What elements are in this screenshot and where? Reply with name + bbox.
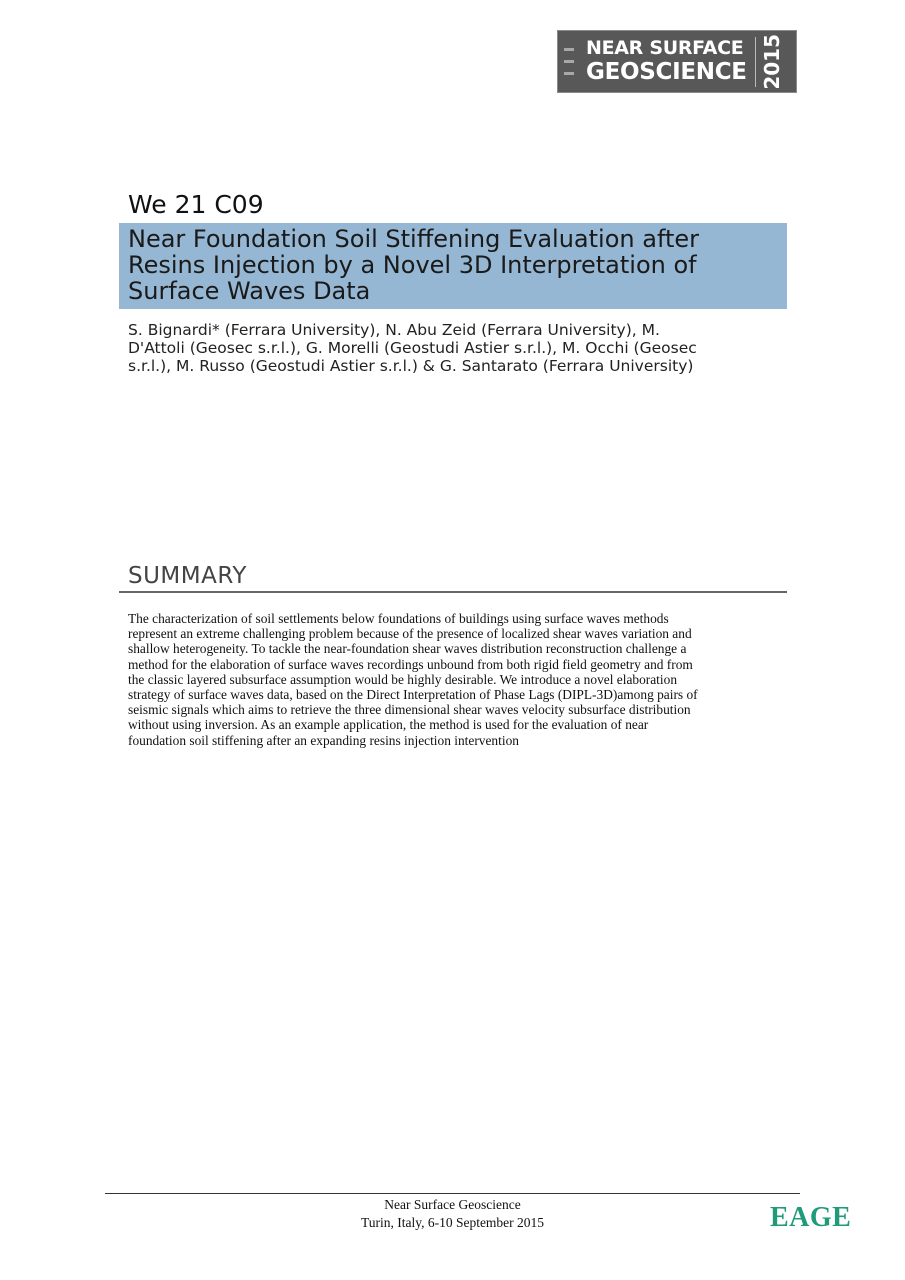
paper-code: We 21 C09 (128, 190, 264, 219)
summary-heading: SUMMARY (128, 563, 247, 589)
summary-line: the classic layered subsurface assumption would be highly desirable. We introduce a novel elaboration (128, 671, 678, 687)
summary-text (128, 611, 788, 748)
eage-logo: EAGE (770, 1202, 852, 1233)
summary-line: foundation soil stiffening after an expanding resins injection intervention (128, 732, 519, 748)
footer (250, 1196, 655, 1232)
logo-line2: GEOSCIENCE (586, 59, 747, 85)
summary-line: shallow heterogeneity. To tackle the near-foundation shear waves distribution reconstruction challenge a (128, 641, 687, 657)
title-line: Near Foundation Soil Stiffening Evaluation after (128, 225, 700, 253)
summary-line: represent an extreme challenging problem because of the presence of localized shear waves variation and (128, 626, 692, 642)
author-line: s.r.l.), M. Russo (Geostudi Astier s.r.l.) & G. Santarato (Ferrara University) (128, 357, 694, 375)
logo-text (586, 39, 747, 84)
logo-line1: NEAR SURFACE (586, 37, 744, 59)
summary-divider (119, 591, 787, 593)
author-line: D'Attoli (Geosec s.r.l.), G. Morelli (Geostudi Astier s.r.l.), M. Occhi (Geosec (128, 339, 697, 357)
author-line: S. Bignardi* (Ferrara University), N. Abu Zeid (Ferrara University), M. (128, 321, 660, 339)
logo-bars-icon (564, 48, 574, 75)
summary-line: The characterization of soil settlements below foundations of buildings using surface waves methods (128, 611, 669, 626)
author-list (128, 321, 778, 375)
conference-logo (557, 30, 797, 93)
summary-line: method for the elaboration of surface waves recordings unbound from both rigid field geometry and from (128, 656, 693, 672)
footer-conference: Near Surface Geoscience (384, 1197, 521, 1212)
summary-line: without using inversion. As an example application, the method is used for the evaluation of near (128, 717, 649, 733)
summary-line: strategy of surface waves data, based on the Direct Interpretation of Phase Lags (DIPL-3D)among pairs of (128, 687, 698, 703)
footer-divider (105, 1193, 800, 1194)
summary-line: seismic signals which aims to retrieve the three dimensional shear waves velocity subsurface distribution (128, 702, 691, 718)
footer-location-date: Turin, Italy, 6-10 September 2015 (360, 1215, 545, 1230)
title-line: Resins Injection by a Novel 3D Interpretation of (128, 251, 697, 279)
title-line: Surface Waves Data (128, 277, 371, 305)
logo-divider (755, 37, 756, 87)
logo-year: 2015 (759, 33, 784, 90)
paper-title (119, 223, 787, 309)
